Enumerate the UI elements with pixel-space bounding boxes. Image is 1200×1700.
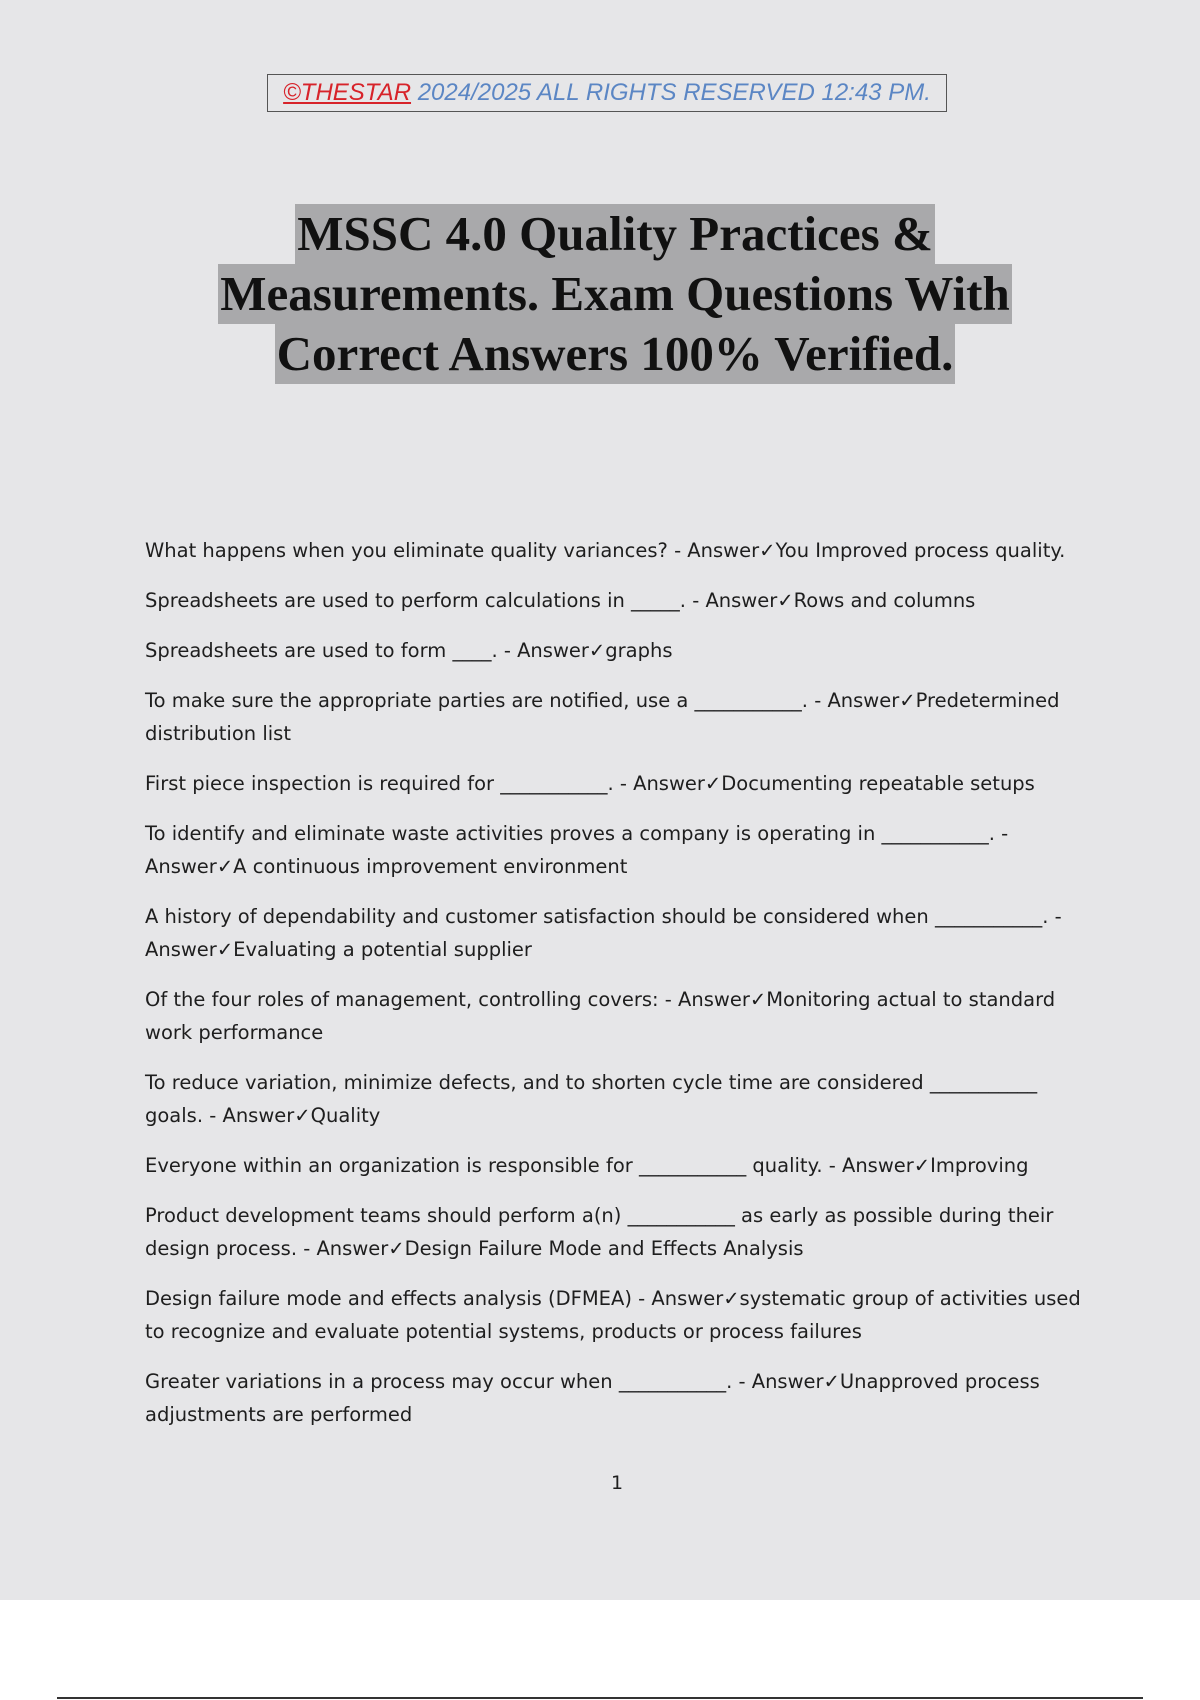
next-page-divider bbox=[57, 1697, 1143, 1699]
page-number: 1 bbox=[610, 1472, 624, 1494]
qa-item bbox=[145, 900, 1090, 966]
answer-marker: - Answer✓ bbox=[497, 639, 606, 662]
answer-text: graphs bbox=[605, 639, 673, 662]
answer-marker: - Answer✓ bbox=[732, 1370, 840, 1393]
answer-marker: - Answer✓ bbox=[297, 1237, 405, 1260]
qa-item bbox=[145, 634, 1090, 667]
question-text: Greater variations in a process may occur when ___________. bbox=[145, 1370, 733, 1393]
answer-text: A continuous improvement environment bbox=[233, 855, 628, 878]
document-title bbox=[150, 204, 1080, 384]
answer-marker: - Answer✓ bbox=[667, 539, 776, 562]
answer-marker: - Answer✓ bbox=[686, 589, 794, 612]
answer-text: Design Failure Mode and Effects Analysis bbox=[404, 1237, 804, 1260]
qa-list bbox=[145, 534, 1090, 1448]
title-line: MSSC 4.0 Quality Practices & bbox=[295, 204, 935, 264]
answer-text: Documenting repeatable setups bbox=[721, 772, 1035, 795]
question-text: What happens when you eliminate quality variances? bbox=[145, 539, 668, 562]
answer-text: Quality bbox=[310, 1104, 381, 1127]
answer-text: Predetermined distribution list bbox=[145, 689, 1060, 745]
rights-notice: 2024/2025 ALL RIGHTS RESERVED 12:43 PM. bbox=[411, 79, 931, 106]
answer-marker: - Answer✓ bbox=[145, 905, 1062, 961]
qa-item bbox=[145, 1149, 1090, 1182]
answer-marker: - Answer✓ bbox=[145, 822, 1009, 878]
answer-text: Improving bbox=[930, 1154, 1029, 1177]
answer-text: Unapproved process adjustments are performed bbox=[145, 1370, 1040, 1426]
answer-marker: - Answer✓ bbox=[631, 1287, 740, 1310]
qa-item bbox=[145, 983, 1090, 1049]
question-text: To identify and eliminate waste activities proves a company is operating in ___________. bbox=[145, 822, 995, 845]
answer-text: systematic group of activities used to recognize and evaluate potential systems, products or process failures bbox=[145, 1287, 1081, 1343]
qa-item bbox=[145, 1282, 1090, 1348]
qa-item bbox=[145, 817, 1090, 883]
qa-item bbox=[145, 534, 1090, 567]
title-line: Measurements. Exam Questions With bbox=[218, 264, 1011, 324]
answer-text: You Improved process quality. bbox=[775, 539, 1066, 562]
answer-text: Evaluating a potential supplier bbox=[233, 938, 532, 961]
answer-marker: - Answer✓ bbox=[658, 988, 767, 1011]
question-text: First piece inspection is required for ___________. bbox=[145, 772, 614, 795]
qa-item bbox=[145, 767, 1090, 800]
qa-item bbox=[145, 584, 1090, 617]
qa-item bbox=[145, 1365, 1090, 1431]
title-line: Correct Answers 100% Verified. bbox=[275, 324, 956, 384]
answer-marker: - Answer✓ bbox=[613, 772, 722, 795]
question-text: Product development teams should perform a(n) ___________ as early as possible during their design process. bbox=[145, 1204, 1054, 1260]
answer-marker: - Answer✓ bbox=[203, 1104, 311, 1127]
question-text: To reduce variation, minimize defects, and to shorten cycle time are considered ___________ goals. bbox=[145, 1071, 1038, 1127]
question-text: Spreadsheets are used to perform calculations in _____. bbox=[145, 589, 687, 612]
question-text: Design failure mode and effects analysis (DFMEA) bbox=[145, 1287, 632, 1310]
copyright-banner bbox=[267, 74, 947, 112]
answer-marker: - Answer✓ bbox=[808, 689, 916, 712]
question-text: To make sure the appropriate parties are notified, use a ___________. bbox=[145, 689, 809, 712]
brand-name: ©THESTAR bbox=[283, 79, 412, 106]
answer-text: Monitoring actual to standard work performance bbox=[145, 988, 1056, 1044]
question-text: Spreadsheets are used to form ____. bbox=[145, 639, 498, 662]
qa-item bbox=[145, 1199, 1090, 1265]
question-text: Everyone within an organization is responsible for ___________ quality. bbox=[145, 1154, 823, 1177]
question-text: A history of dependability and customer satisfaction should be considered when ___________. bbox=[145, 905, 1049, 928]
answer-text: Rows and columns bbox=[793, 589, 976, 612]
qa-item bbox=[145, 684, 1090, 750]
qa-item bbox=[145, 1066, 1090, 1132]
answer-marker: - Answer✓ bbox=[822, 1154, 931, 1177]
next-page-preview bbox=[0, 1600, 1200, 1700]
question-text: Of the four roles of management, controlling covers: bbox=[145, 988, 659, 1011]
